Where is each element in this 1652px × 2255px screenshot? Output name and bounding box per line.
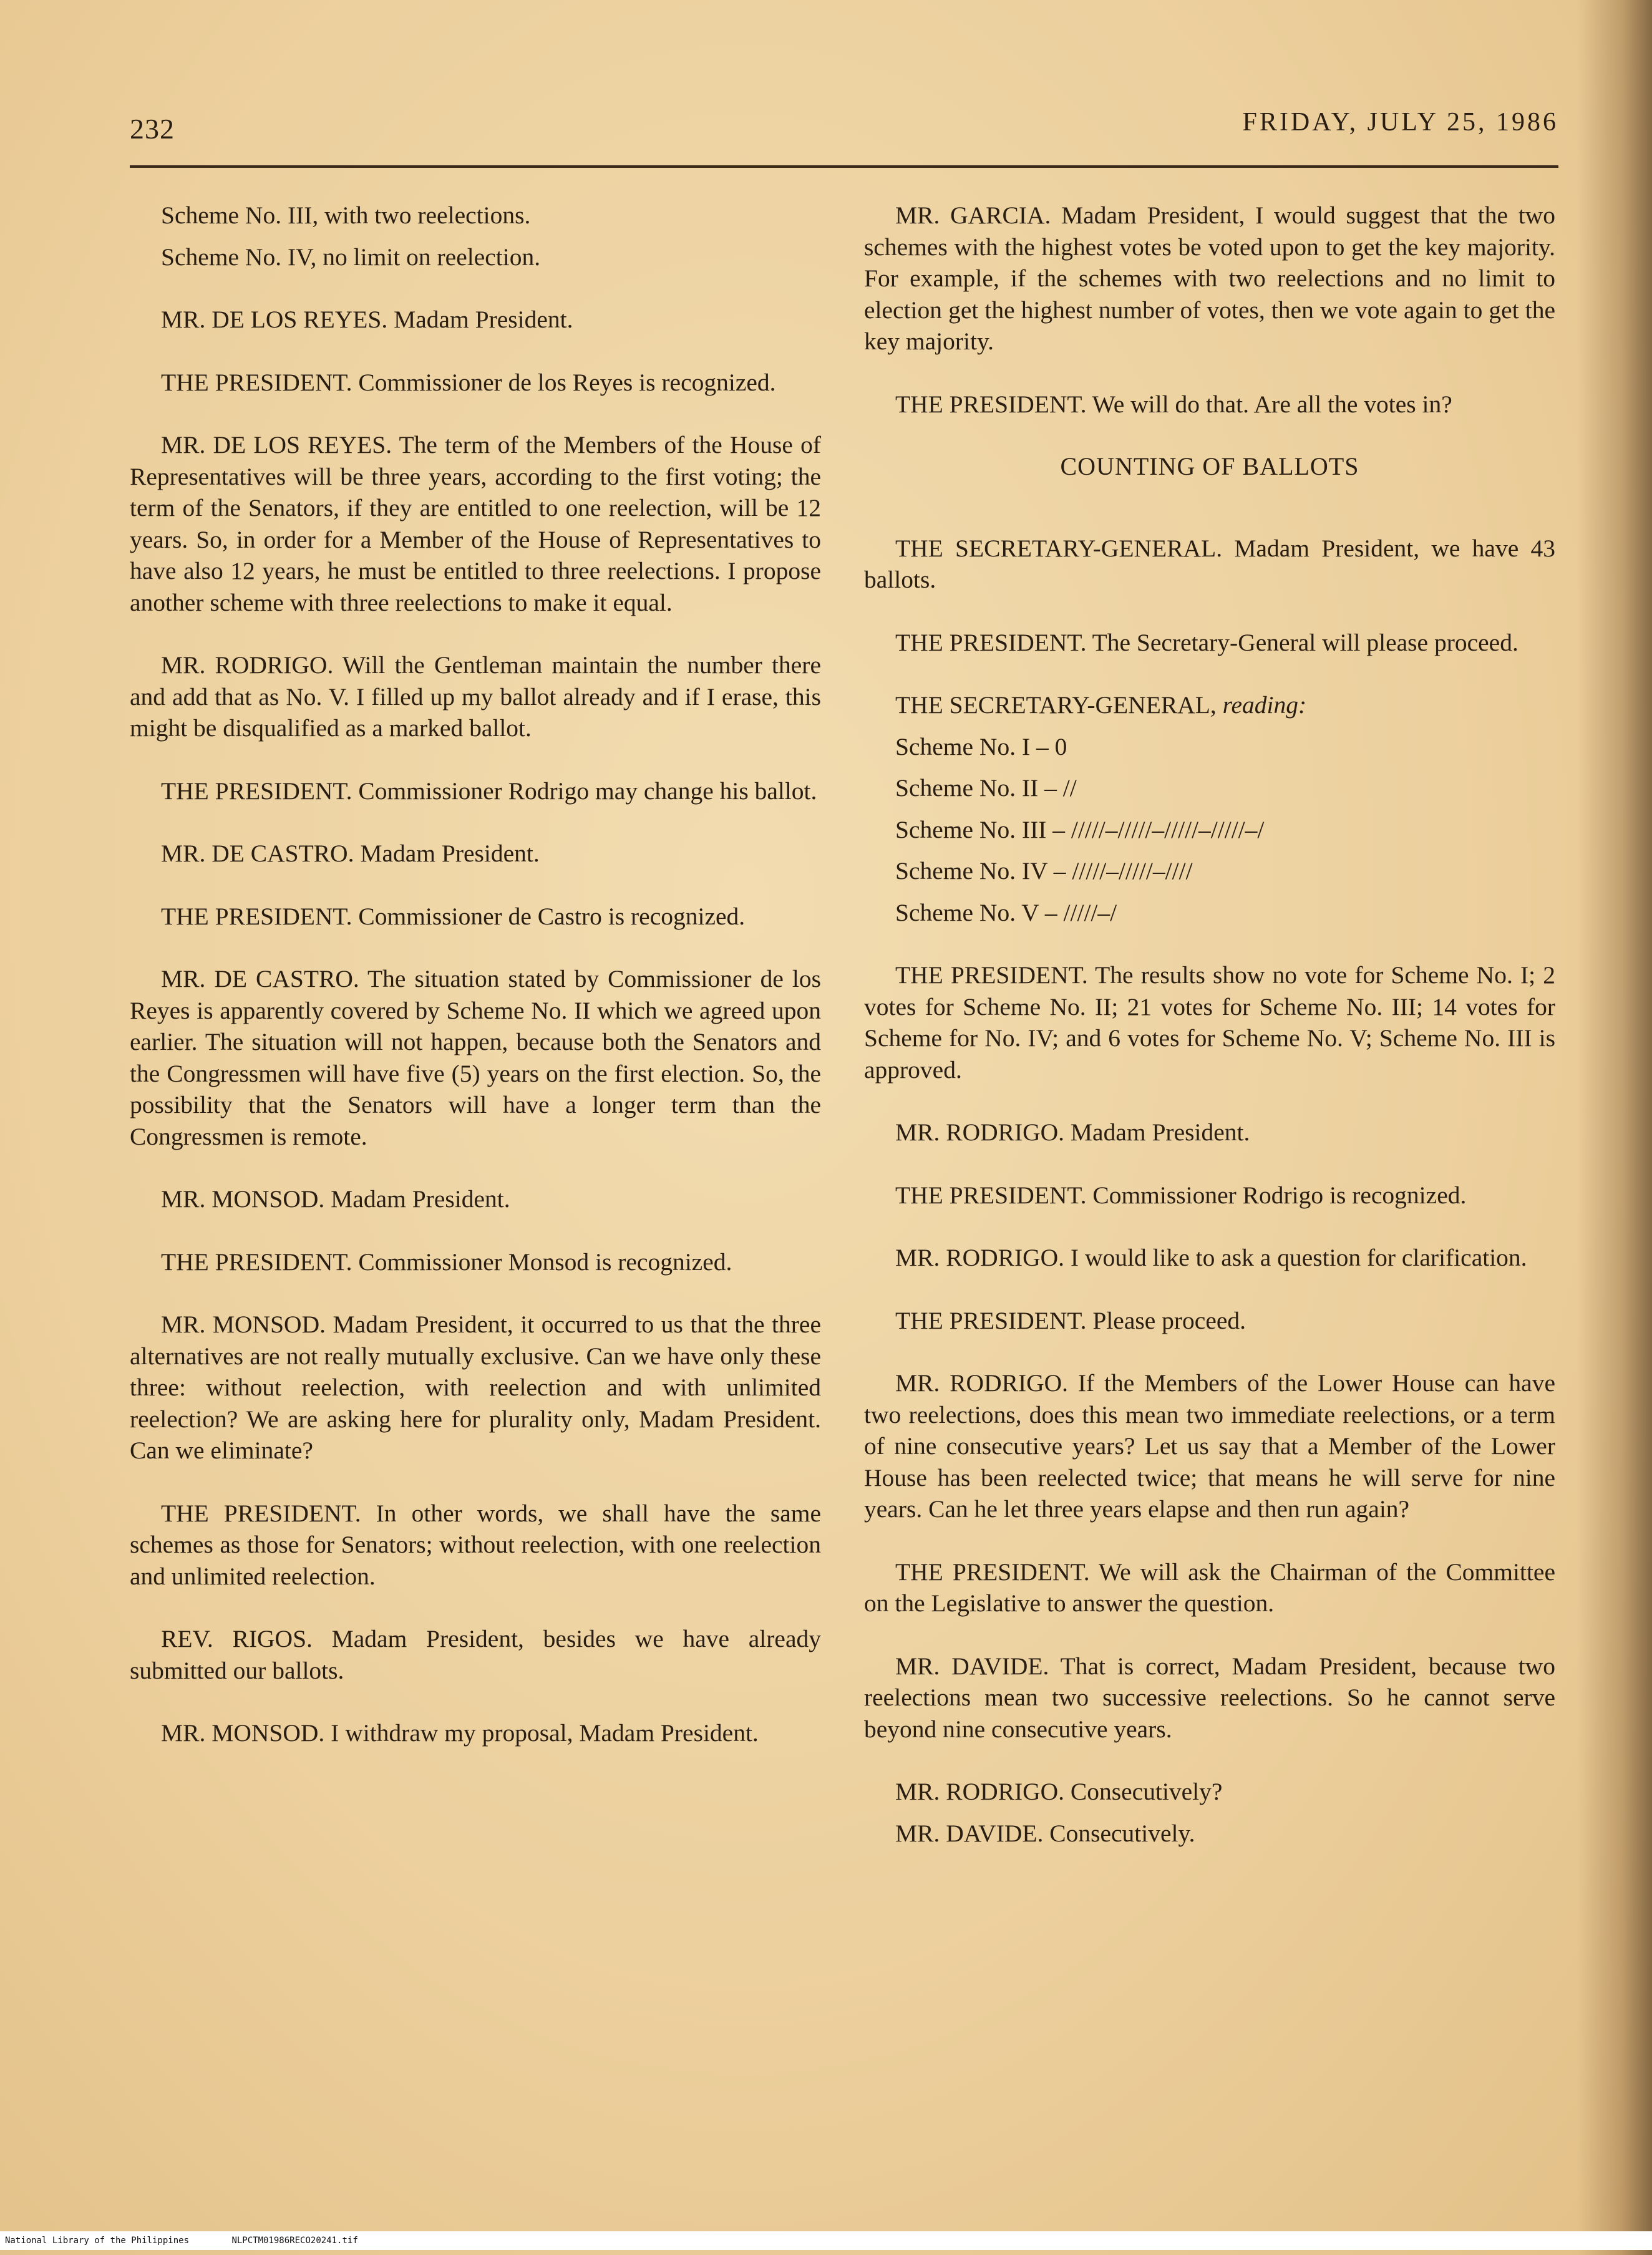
paragraph: THE PRESIDENT. In other words, we shall have the same schemes as those for Senators; without reelection, with one reelection and unlimited reelection. <box>130 1499 821 1590</box>
paragraph: THE PRESIDENT. Commissioner de Castro is recognized. <box>161 902 746 930</box>
paragraph: MR. DE CASTRO. Madam President. <box>161 840 540 867</box>
page-date: FRIDAY, JULY 25, 1986 <box>1242 108 1558 137</box>
paragraph: THE PRESIDENT. Commissioner Rodrigo may change his ballot. <box>161 777 817 805</box>
left-column <box>130 200 821 1780</box>
page-spine-shadow <box>1577 0 1652 2255</box>
paragraph: THE PRESIDENT. The results show no vote for Scheme No. I; 2 votes for Scheme No. II; 21 votes for Scheme No. III; 14 votes for Scheme for No. IV; and 6 votes for Scheme No. V; Scheme No. III is approved. <box>864 961 1555 1084</box>
paragraph: Scheme No. III, with two reelections. <box>161 201 531 229</box>
tally-line: Scheme No. IV – /////–/////–//// <box>895 857 1193 885</box>
paragraph: THE SECRETARY-GENERAL. Madam President, we have 43 ballots. <box>864 534 1555 593</box>
paragraph: REV. RIGOS. Madam President, besides we have already submitted our ballots. <box>130 1625 821 1684</box>
reading-line <box>864 689 1555 721</box>
tally-line: Scheme No. II – // <box>895 774 1077 802</box>
paragraph: THE PRESIDENT. We will ask the Chairman of the Committee on the Legislative to answer the question. <box>864 1558 1555 1617</box>
paragraph: MR. RODRIGO. Consecutively? <box>895 1778 1223 1805</box>
paragraph: MR. DAVIDE. Consecutively. <box>895 1819 1195 1847</box>
paragraph: THE PRESIDENT. Commissioner de los Reyes is recognized. <box>161 368 776 396</box>
tally-line: Scheme No. V – /////–/ <box>895 898 1117 926</box>
paragraph: THE PRESIDENT. The Secretary-General will please proceed. <box>895 628 1518 656</box>
paragraph: MR. RODRIGO. Will the Gentleman maintain the number there and add that as No. V. I filled up my ballot already and if I erase, this might be disqualified as a marked ballot. <box>130 651 821 742</box>
tally-line: Scheme No. III – /////–/////–/////–/////–/ <box>895 815 1265 843</box>
page-number: 232 <box>130 113 175 145</box>
paragraph: MR. DE CASTRO. The situation stated by Commissioner de los Reyes is apparently covered by Scheme No. II which we agreed upon earlier. The situation will not happen, because both the Senators and the Congressmen will have five (5) years on the first election. So, the possibility that the Senators will have a longer term than the Congressmen is remote. <box>130 965 821 1150</box>
paragraph: MR. GARCIA. Madam President, I would suggest that the two schemes with the highest votes be voted upon to get the key majority. For example, if the schemes with two reelections and no limit to election get the highest number of votes, then we vote again to get the key majority. <box>864 201 1555 355</box>
paragraph: Scheme No. IV, no limit on reelection. <box>161 243 541 271</box>
reading-action: reading: <box>1222 691 1307 719</box>
paragraph: MR. MONSOD. I withdraw my proposal, Madam President. <box>161 1719 759 1747</box>
paragraph: MR. MONSOD. Madam President. <box>161 1185 510 1213</box>
reading-speaker: THE SECRETARY-GENERAL, <box>895 691 1217 719</box>
paragraph: MR. MONSOD. Madam President, it occurred to us that the three alternatives are not really mutually exclusive. Can we have only these three: without reelection, with reelection and with unlimited reelection? We are asking here for plurality only, Madam President. Can we eliminate? <box>130 1311 821 1464</box>
footer-library: National Library of the Philippines <box>5 2236 190 2246</box>
paragraph: MR. DAVIDE. That is correct, Madam President, because two reelections mean two successive reelections. So he cannot serve beyond nine consecutive years. <box>864 1652 1555 1743</box>
paragraph: MR. RODRIGO. If the Members of the Lower House can have two reelections, does this mean two immediate reelections, or a term of nine consecutive years? Let us say that a Member of the Lower House has been reelected twice; that means he will serve for nine years. Can he let three years elapse and then run again? <box>864 1369 1555 1523</box>
paragraph: THE PRESIDENT. Commissioner Rodrigo is recognized. <box>895 1181 1467 1209</box>
right-column <box>864 200 1555 1880</box>
footer-file: NLPCTM01986RECO20241.tif <box>231 2236 358 2246</box>
paragraph: THE PRESIDENT. Please proceed. <box>895 1306 1246 1334</box>
paragraph: MR. DE LOS REYES. Madam President. <box>161 306 573 333</box>
tally-line: Scheme No. I – 0 <box>895 732 1067 760</box>
paragraph: MR. RODRIGO. I would like to ask a question for clarification. <box>895 1244 1527 1271</box>
section-heading: COUNTING OF BALLOTS <box>1060 452 1359 480</box>
paragraph: MR. DE LOS REYES. The term of the Members of the House of Representatives will be three years, according to the first voting; the term of the Senators, if they are entitled to one reelection, will be 12 years. So, in order for a Member of the House of Representatives to have also 12 years, he must be entitled to three reelections. I propose another scheme with three reelections to make it equal. <box>130 431 821 616</box>
scan-footer <box>0 2231 1652 2250</box>
paragraph: MR. RODRIGO. Madam President. <box>895 1118 1250 1146</box>
paragraph: THE PRESIDENT. We will do that. Are all the votes in? <box>895 390 1452 418</box>
paragraph: THE PRESIDENT. Commissioner Monsod is recognized. <box>161 1248 732 1276</box>
header-rule <box>130 165 1558 168</box>
